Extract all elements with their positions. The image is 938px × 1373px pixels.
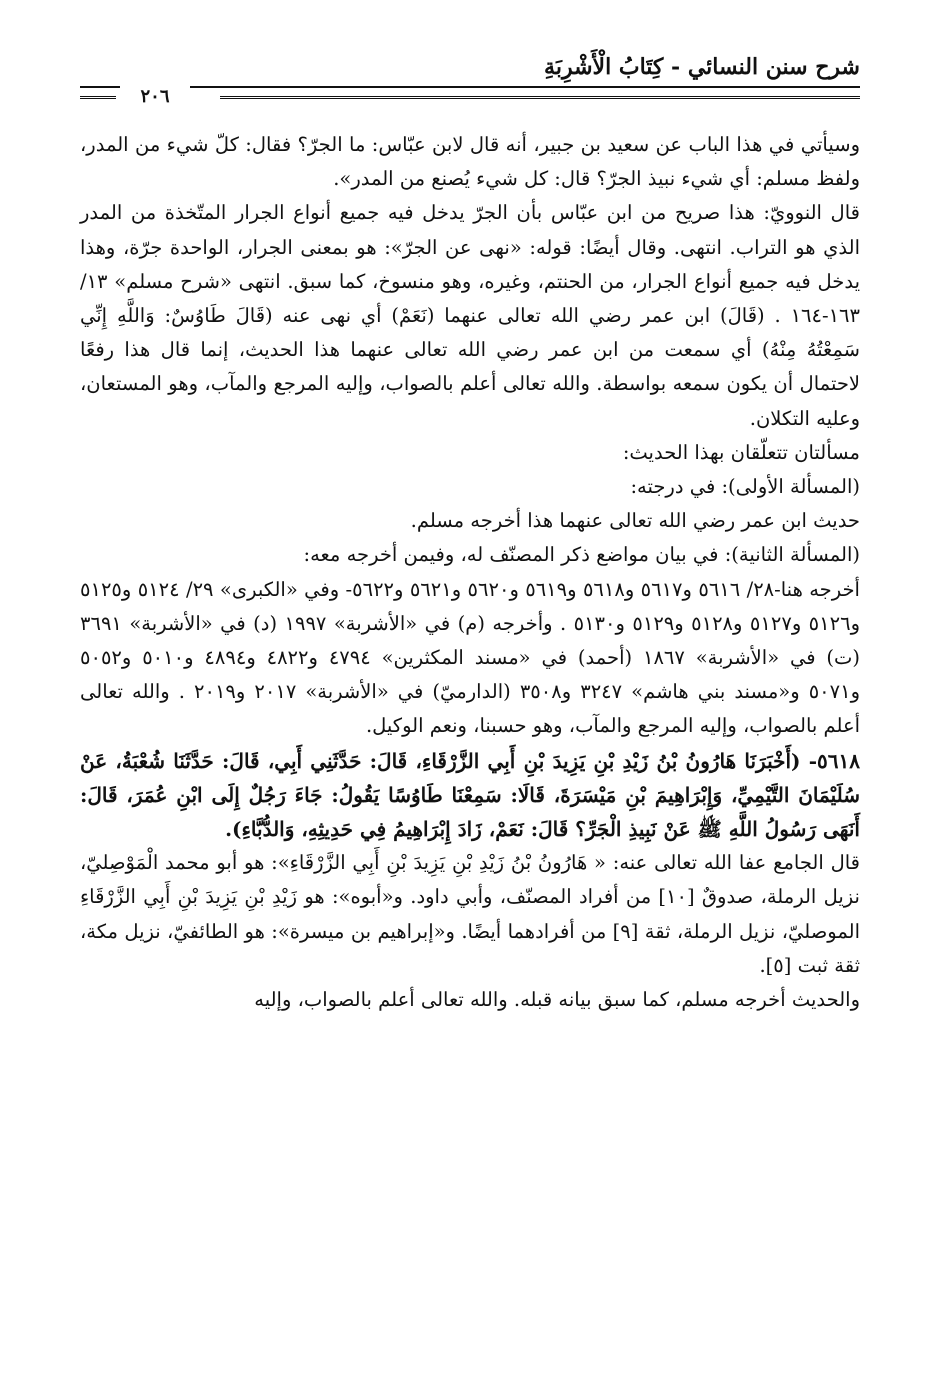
paragraph: قال الجامع عفا الله تعالى عنه: « هَارُونُ بْنُ زَيْدِ بْنِ يَزِيدَ بْنِ أَبِي الزَّرْقَاءِ»: هو أبو محمد الْمَوْصِليّ، نزيل الرملة، صدوقٌ [١٠] من أفراد المصنّف، وأبي داود. و«أبوه»: هو زَيْدِ بْنِ يَزِيدَ بْنِ أَبِي الزَّرْقَاءِ الموصليّ، نزيل الرملة، ثقة [٩] من أفرادهما أيضًا. و«إبراهيم بن ميسرة»: هو الطائفيّ، نزيل مكة، ثقة ثبت [٥]. — [80, 851, 860, 977]
page-body — [80, 128, 860, 1017]
paragraph: (المسألة الثانية): في بيان مواضع ذكر المصنّف له، وفيمن أخرجه معه: — [303, 543, 860, 567]
paragraph: (المسألة الأولى): في درجته: — [630, 475, 860, 499]
paragraph: قال النوويّ: هذا صريح من ابن عبّاس بأن الجرّ يدخل فيه جميع أنواع الجرار المتّخذة من المدر الذي هو التراب. انتهى. وقال أيضًا: قوله: «نهى عن الجرّ»: هو بمعنى الجرار، الواحدة جرّة، وهذا يدخل فيه جميع أنواع الجرار، من الحنتم، وغيره، وهو منسوخ، كما سبق. انتهى «شرح مسلم» ١٣/ ١٦٣-١٦٤ . (قَالَ) ابن عمر رضي الله تعالى عنهما (نَعَمْ) أي نهى عنه (قَالَ طَاوُسٌ: وَاللَّهِ إِنِّي سَمِعْتُهُ مِنْهُ) أي سمعت من ابن عمر رضي الله تعالى عنهما هذا الحديث، إنما قال هذا رفعًا لاحتمال أن يكون سمعه بواسطة. والله تعالى أعلم بالصواب، وإليه المرجع والمآب، وهو المستعان، وعليه التكلان. — [80, 201, 860, 430]
page-number-bar — [80, 86, 860, 108]
paragraph: أخرجه هنا-٢٨/ ٥٦١٦ و٥٦١٧ و٥٦١٨ و٥٦١٩ و٥٦٢٠ و٥٦٢١ و٥٦٢٢- وفي «الكبرى» ٢٩/ ٥١٢٤ و٥١٢٥ و٥١٢٦ و٥١٢٧ و٥١٢٨ و٥١٢٩ و٥١٣٠ . وأخرجه (م) في «الأشربة» ١٩٩٧ (د) في «الأشربة» ٣٦٩١ (ت) في «الأشربة» ١٨٦٧ (أحمد) في «مسند المكثرين» ٤٧٩٤ و٤٨٢٢ و٤٨٩٤ و٥٠١٠ و٥٠٥٢ و٥٠٧١ و«مسند بني هاشم» ٣٢٤٧ و٣٥٠٨ (الدارميّ) في «الأشربة» ٢٠١٧ و٢٠١٩ . والله تعالى أعلم بالصواب، وإليه المرجع والمآب، وهو حسبنا، ونعم الوكيل. — [80, 577, 861, 738]
paragraph: وسيأتي في هذا الباب عن سعيد بن جبير، أنه قال لابن عبّاس: ما الجرّ؟ فقال: كلّ شيء من المدر، ولفظ مسلم: أي شيء نبيذ الجرّ؟ قال: كل شيء يُصنع من المدر». — [80, 133, 860, 191]
paragraph: حديث ابن عمر رضي الله تعالى عنهما هذا أخرجه مسلم. — [410, 509, 860, 533]
page-number: ٢٠٦ — [120, 86, 190, 107]
page-header — [80, 40, 860, 106]
hadith-text: ٥٦١٨- (أَخْبَرَنَا هَارُونُ بْنُ زَيْدِ بْنِ يَزِيدَ بْنِ أَبِي الزَّرْقَاءِ، قَالَ: حَدَّثَنِي أَبِي، قَالَ: حَدَّثَنَا شُعْبَةُ، عَنْ سُلَيْمَانَ التَّيْمِيِّ، وَإِبْرَاهِيمَ بْنِ مَيْسَرَةَ، قَالَا: سَمِعْنَا طَاوُسًا يَقُولُ: جَاءَ رَجُلٌ إِلَى ابْنِ عُمَرَ، قَالَ: أَنَهَى رَسُولُ اللَّهِ ﷺ عَنْ نَبِيذِ الْجَرِّ؟ قَالَ: نَعَمْ، زَادَ إِبْرَاهِيمُ فِي حَدِيثِهِ، وَالدُّبَّاءِ). — [80, 748, 860, 842]
header-rule — [80, 86, 860, 88]
book-page — [80, 40, 860, 1360]
paragraph: مسألتان تتعلّقان بهذا الحديث: — [622, 440, 860, 464]
paragraph: والحديث أخرجه مسلم، كما سبق بيانه قبله. والله تعالى أعلم بالصواب، وإليه — [254, 988, 860, 1012]
header-double-rule-left — [80, 96, 116, 99]
running-title: شرح سنن النسائي - كِتَابُ الْأَشْرِبَةِ — [544, 54, 860, 80]
header-double-rule-right — [220, 96, 860, 99]
